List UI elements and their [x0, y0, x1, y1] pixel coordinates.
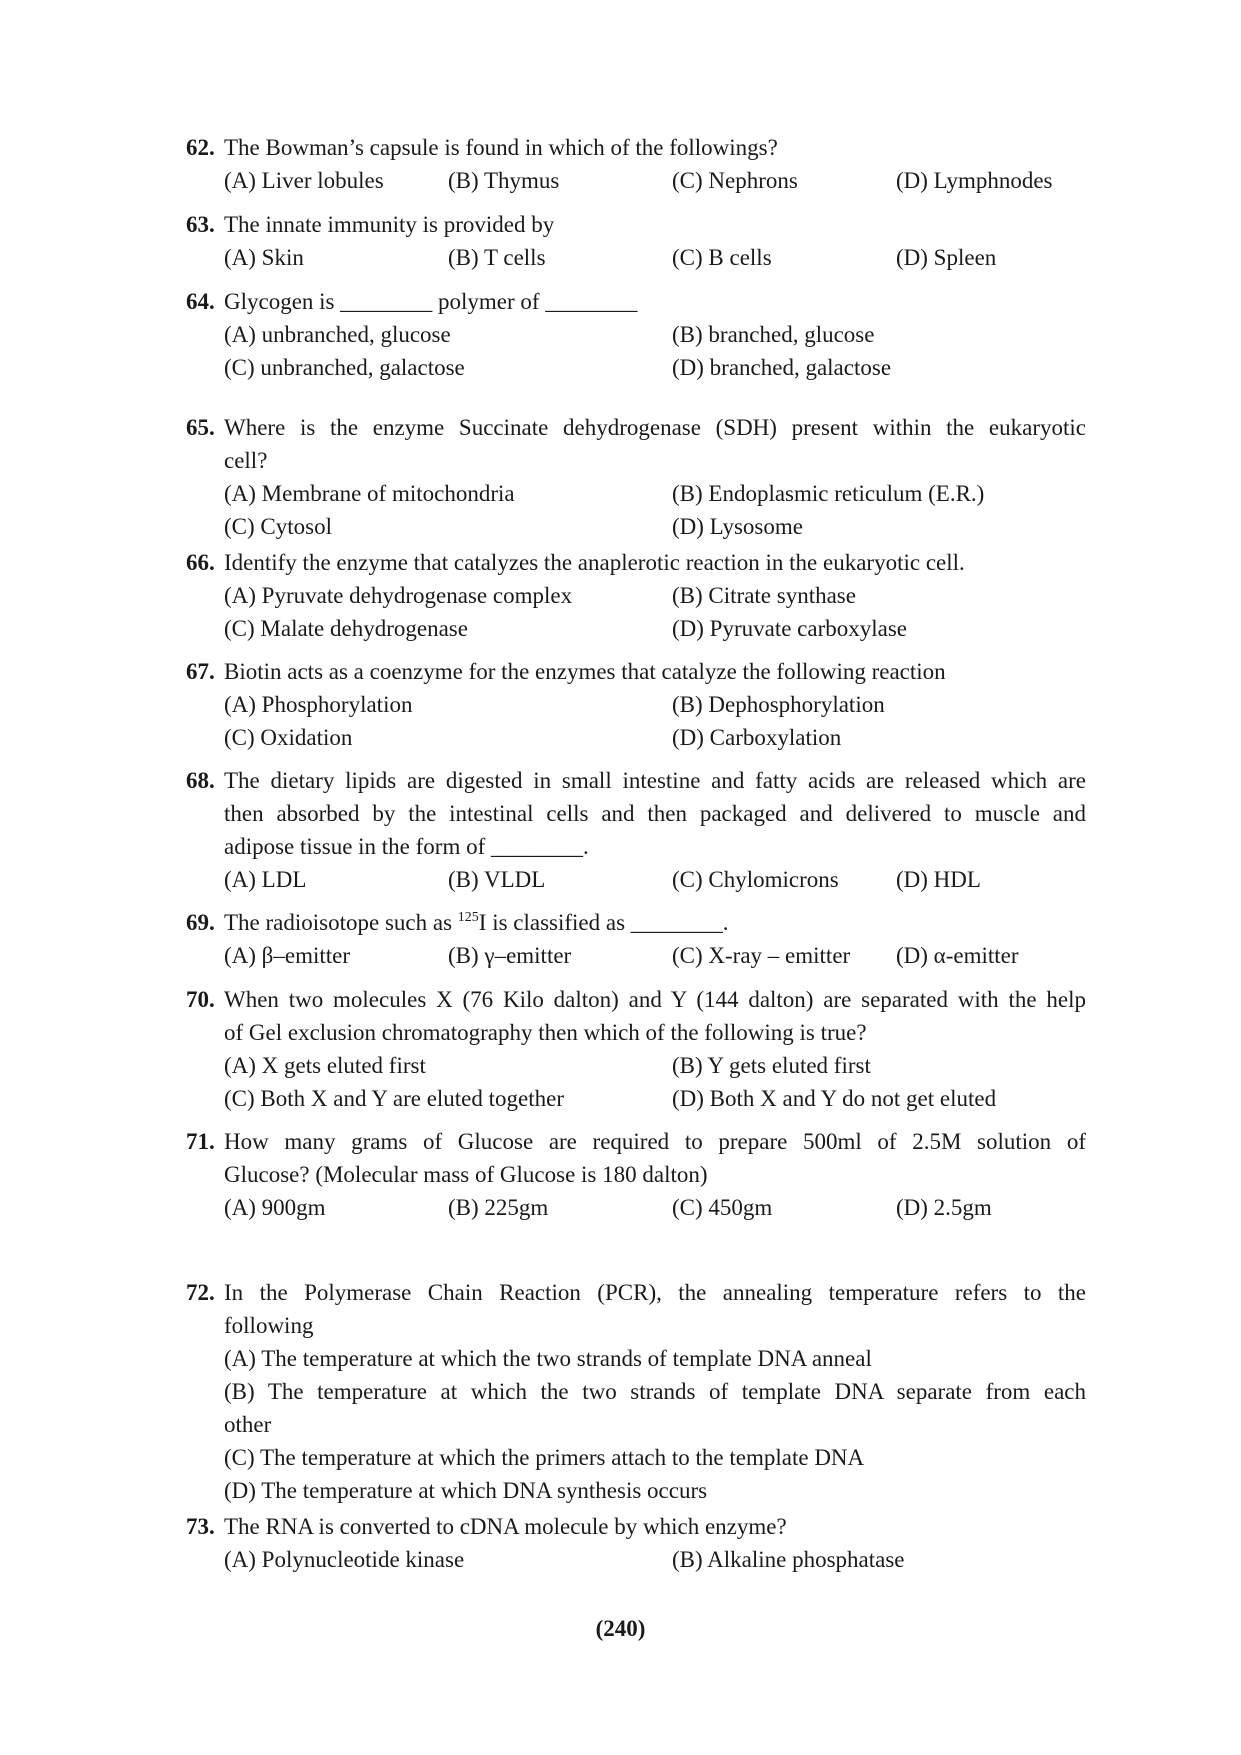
question-text: Identify the enzyme that catalyzes the anaplerotic reaction in the eukaryotic cell.: [224, 550, 965, 575]
question-text-line-3: adipose tissue in the form of ________.: [224, 834, 589, 859]
option-d: (D) Both X and Y do not get eluted: [672, 1086, 997, 1111]
question-text-line-1: Where is the enzyme Succinate dehydrogenase (SDH) present within the eukaryotic: [224, 415, 1086, 440]
option-d: (D) HDL: [896, 867, 981, 892]
question-number: 67.: [186, 659, 215, 684]
option-c: (C) Malate dehydrogenase: [224, 616, 468, 641]
question-text-line-1: When two molecules X (76 Kilo dalton) and Y (144 dalton) are separated with the help: [224, 987, 1086, 1012]
question-text-line-2: then absorbed by the intestinal cells and then packaged and delivered to muscle and: [224, 801, 1086, 826]
option-b: (B) VLDL: [448, 867, 546, 892]
question-number: 66.: [186, 550, 215, 575]
question-text-pre: The radioisotope such as: [224, 910, 458, 935]
options: [186, 688, 1086, 754]
option-b: (B) 225gm: [448, 1195, 549, 1220]
question-text: The RNA is converted to cDNA molecule by which enzyme?: [224, 1514, 787, 1539]
question-67: [186, 655, 1086, 754]
question-text-line-1: The dietary lipids are digested in small intestine and fatty acids are released which are: [224, 768, 1086, 793]
question-text: Glycogen is ________ polymer of ________: [224, 289, 638, 314]
question-text: The innate immunity is provided by: [224, 212, 555, 237]
option-c: (C) Oxidation: [224, 725, 353, 750]
question-number: 73.: [186, 1514, 215, 1539]
question-65: [186, 411, 1086, 543]
option-b: (B) Y gets eluted first: [672, 1053, 871, 1078]
options: [186, 1191, 1086, 1224]
options: [186, 1543, 1086, 1576]
question-number: 72.: [186, 1280, 215, 1305]
option-a: (A) Membrane of mitochondria: [224, 481, 515, 506]
option-d: (D) Lysosome: [672, 514, 803, 539]
option-a: (A) β–emitter: [224, 943, 351, 968]
option-a: (A) Liver lobules: [224, 168, 384, 193]
option-a: (A) Skin: [224, 245, 304, 270]
option-a: (A) unbranched, glucose: [224, 322, 451, 347]
options: [186, 1049, 1086, 1115]
question-number: 69.: [186, 910, 215, 935]
isotope-mass-number: 125: [457, 910, 479, 925]
option-b: (B) Alkaline phosphatase: [672, 1547, 905, 1572]
question-number: 62.: [186, 135, 215, 160]
options: [186, 241, 1086, 274]
option-c: (C) X-ray – emitter: [672, 943, 851, 968]
option-a: (A) Pyruvate dehydrogenase complex: [224, 583, 573, 608]
question-66: [186, 546, 1086, 645]
option-c: (C) The temperature at which the primers attach to the template DNA: [224, 1445, 865, 1470]
option-b: (B) T cells: [448, 245, 546, 270]
question-72: [186, 1276, 1086, 1507]
question-text-line-2: of Gel exclusion chromatography then which of the following is true?: [224, 1020, 867, 1045]
question-64: [186, 285, 1086, 384]
option-b: (B) Dephosphorylation: [672, 692, 885, 717]
option-d: (D) α-emitter: [896, 943, 1019, 968]
option-a: (A) The temperature at which the two strands of template DNA anneal: [224, 1346, 872, 1371]
page-number: (240): [595, 1616, 646, 1641]
question-text-line-1: In the Polymerase Chain Reaction (PCR), the annealing temperature refers to the: [224, 1280, 1086, 1305]
option-c: (C) unbranched, galactose: [224, 355, 465, 380]
option-c: (C) Cytosol: [224, 514, 332, 539]
option-d: (D) The temperature at which DNA synthesis occurs: [224, 1478, 708, 1503]
question-text-line-2: following: [224, 1313, 314, 1338]
option-b: (B) Endoplasmic reticulum (E.R.): [672, 481, 985, 506]
question-68: [186, 764, 1086, 896]
option-d: (D) Pyruvate carboxylase: [672, 616, 908, 641]
option-b: (B) γ–emitter: [448, 943, 572, 968]
option-b: (B) branched, glucose: [672, 322, 875, 347]
option-d: (D) 2.5gm: [896, 1195, 992, 1220]
question-text-line-2: cell?: [224, 448, 268, 473]
option-a: (A) LDL: [224, 867, 307, 892]
question-text-line-1: How many grams of Glucose are required to prepare 500ml of 2.5M solution of: [224, 1129, 1086, 1154]
option-d: (D) Carboxylation: [672, 725, 842, 750]
options: [186, 579, 1086, 645]
question-71: [186, 1125, 1086, 1224]
question-text-line-2: Glucose? (Molecular mass of Glucose is 180 dalton): [224, 1162, 708, 1187]
question-number: 71.: [186, 1129, 215, 1154]
question-number: 64.: [186, 289, 215, 314]
options: [186, 863, 1086, 896]
option-c: (C) Nephrons: [672, 168, 798, 193]
option-b: (B) The temperature at which the two strands of template DNA separate from each: [224, 1379, 1086, 1404]
option-d: (D) Lymphnodes: [896, 168, 1053, 193]
option-a: (A) 900gm: [224, 1195, 326, 1220]
options: [186, 477, 1086, 543]
question-text: Biotin acts as a coenzyme for the enzymes that catalyze the following reaction: [224, 659, 946, 684]
options: [186, 939, 1086, 972]
option-a: (A) Phosphorylation: [224, 692, 413, 717]
option-c: (C) Chylomicrons: [672, 867, 839, 892]
option-b-continued: other: [224, 1412, 272, 1437]
option-d: (D) Spleen: [896, 245, 997, 270]
option-a: (A) Polynucleotide kinase: [224, 1547, 465, 1572]
options: [186, 164, 1086, 197]
option-c: (C) Both X and Y are eluted together: [224, 1086, 564, 1111]
question-text: The Bowman’s capsule is found in which of the followings?: [224, 135, 778, 160]
question-number: 68.: [186, 768, 215, 793]
question-62: [186, 131, 1086, 197]
question-69: [186, 906, 1086, 972]
option-b: (B) Citrate synthase: [672, 583, 856, 608]
option-a: (A) X gets eluted first: [224, 1053, 426, 1078]
option-b: (B) Thymus: [448, 168, 560, 193]
options: [186, 318, 1086, 384]
question-63: [186, 208, 1086, 274]
question-73: [186, 1510, 1086, 1576]
option-d: (D) branched, galactose: [672, 355, 892, 380]
question-number: 70.: [186, 987, 215, 1012]
question-number: 65.: [186, 415, 215, 440]
question-text-post: I is classified as ________.: [478, 910, 729, 935]
question-70: [186, 983, 1086, 1115]
option-c: (C) B cells: [672, 245, 772, 270]
question-number: 63.: [186, 212, 215, 237]
option-c: (C) 450gm: [672, 1195, 773, 1220]
